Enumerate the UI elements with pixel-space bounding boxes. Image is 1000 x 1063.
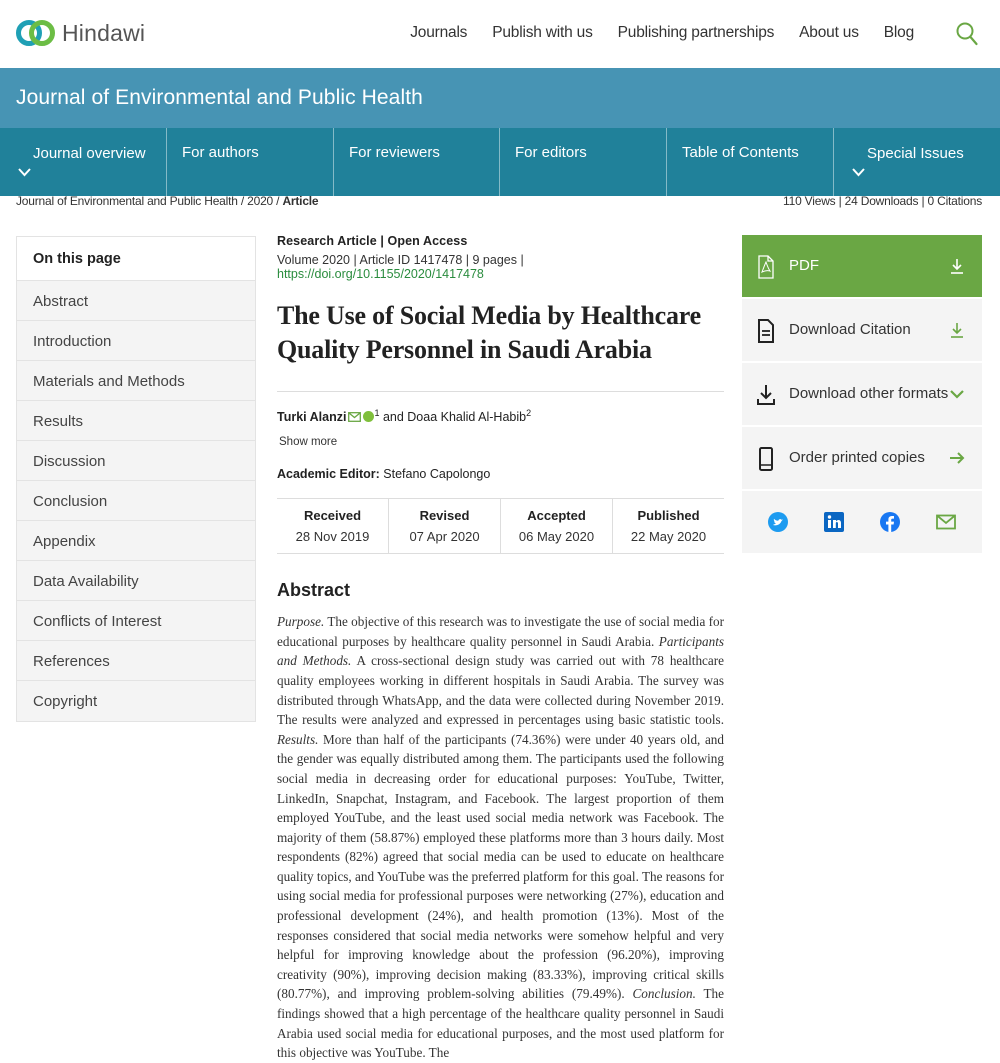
on-this-page-sidebar [16,236,256,722]
order-printed-copies-button[interactable] [742,427,982,490]
article-metrics: 110 Views | 24 Downloads | 0 Citations [783,194,982,208]
linkedin-icon[interactable] [823,511,845,533]
abstract-label: Results. [277,731,319,747]
search-icon[interactable] [956,22,978,46]
facebook-icon[interactable] [879,511,901,533]
arrow-right-icon [948,449,966,467]
breadcrumb [16,194,318,208]
author-name[interactable]: and Doaa Khalid Al-Habib [379,410,527,425]
order-printed-copies-label: Order printed copies [789,449,925,466]
pdf-button[interactable] [742,235,982,298]
date-accepted [501,499,613,553]
editor-name: Stefano Capolongo [379,467,491,482]
date-value: 07 Apr 2020 [409,529,480,545]
sidebar-item-conflicts-of-interest[interactable]: Conflicts of Interest [17,601,255,641]
share-bar [742,491,982,553]
chevron-down-icon [852,168,865,177]
author-affiliation: 2 [526,408,532,418]
breadcrumb-separator: / [273,194,283,208]
date-revised [389,499,501,553]
article-actions [742,235,982,553]
download-citation-label: Download Citation [789,321,911,338]
tab-label: For reviewers [349,144,440,161]
date-label: Accepted [527,508,586,524]
brand-name: Hindawi [62,19,146,46]
editor-label: Academic Editor: [277,467,380,482]
download-icon [948,257,966,275]
journal-band [0,68,1000,128]
download-icon [948,321,966,339]
date-value: 22 May 2020 [630,529,707,545]
sidebar-item-conclusion[interactable]: Conclusion [17,481,255,521]
abstract-heading: Abstract [277,580,351,601]
academic-editor [277,467,724,481]
nav-about-us[interactable]: About us [799,24,859,41]
email-share-icon[interactable] [935,511,957,533]
tab-for-authors[interactable] [167,128,334,196]
sidebar-item-copyright[interactable]: Copyright [33,693,98,710]
download-tray-icon [756,383,776,407]
breadcrumb-current: Article [282,194,319,208]
sidebar-item-discussion[interactable]: Discussion [17,441,255,481]
twitter-icon[interactable] [767,511,789,533]
pdf-label: PDF [789,257,819,274]
sidebar-item-data-availability[interactable]: Data Availability [17,561,255,601]
abstract-label: Conclusion. [632,986,696,1002]
date-received [277,499,389,553]
top-header [0,0,1000,68]
abstract-section: More than half of the participants (74.36%) were under 40 years old, and the gender was equally distributed among them. The participants used the following social media in decreasing order for educational purposes: YouTube, Twitter, LinkedIn, Snapchat, Instagram, and Facebook. The largest proportion of them employed YouTube, and the least used social media network was Facebook. The majority of them (58.87%) employed these platforms more than 3 hours daily. Most respondents (82%) agreed that social media can be used to educate on healthcare quality topics, and YouTube was the preferred platform for this goal. The reasons for using social media for professional purposes were networking (27%), education and professional development (24%), and health promotion (13%). Most of the responses considered that social media networks were somehow helpful and very helpful for improving knowledge about the profession (96.20%), improving creativity (90%), improving decision making (83.33%), improving critical skills (80.77%), and improving problem-solving abilities (79.49%). [277,731,724,1002]
show-more-link[interactable]: Show more [279,436,338,449]
sidebar-item-introduction[interactable]: Introduction [17,321,255,361]
date-value: 28 Nov 2019 [295,529,370,545]
nav-blog[interactable]: Blog [883,24,914,41]
date-label: Received [303,508,362,524]
tab-for-editors[interactable] [500,128,667,196]
date-label: Revised [419,508,470,524]
article-main [277,234,724,1063]
breadcrumb-journal[interactable]: Journal of Environmental and Public Health [16,194,238,208]
tab-journal-overview[interactable] [0,128,167,196]
tab-for-reviewers[interactable] [334,128,500,196]
nav-publish-with-us[interactable]: Publish with us [492,24,593,41]
tab-label: For editors [515,144,587,161]
hindawi-logo[interactable] [16,14,145,52]
sidebar-item-abstract[interactable]: Abstract [17,281,255,321]
breadcrumb-separator: / [237,194,248,208]
nav-publishing-partnerships[interactable]: Publishing partnerships [617,24,775,41]
orcid-icon[interactable] [363,411,374,422]
sidebar-item-results[interactable]: Results [17,401,255,441]
journal-title[interactable]: Journal of Environmental and Public Health [16,86,423,109]
article-title: The Use of Social Media by Healthcare Quality Personnel in Saudi Arabia [277,301,701,364]
breadcrumb-year[interactable]: 2020 [247,194,274,208]
tab-label: Journal overview [33,145,146,162]
sidebar-item-references[interactable]: References [17,641,255,681]
author-affiliation: 1 [374,408,380,418]
sidebar-heading: On this page [17,237,255,281]
author-name[interactable]: Turki Alanzi [277,410,347,425]
article-dates [277,498,724,554]
article-volume-info: Volume 2020 | Article ID 1417478 | 9 pages | [277,253,524,267]
download-other-formats-label: Download other formats [789,385,949,402]
article-type: Research Article | Open Access [277,234,468,248]
download-citation-button[interactable] [742,299,982,362]
tab-label: Special Issues [867,145,964,162]
email-icon[interactable] [348,412,361,422]
abstract-text [277,612,724,1063]
download-other-formats-button[interactable] [742,363,982,426]
pdf-file-icon [756,255,776,279]
chevron-down-icon [948,385,966,403]
journal-nav [0,128,1000,196]
phone-book-icon [756,447,776,471]
abstract-label: Participants and Methods. [277,633,724,669]
date-value: 06 May 2020 [518,529,595,545]
abstract-section: A cross-sectional design study was carried out with 78 healthcare quality employees working in different hospitals in Saudi Arabia. The survey was distributed through WhatsApp, and the data were collected during November 2019. The results were analyzed and expressed in percentages using basic statistic tools. [277,653,724,728]
date-published [613,499,724,553]
date-label: Published [637,508,700,524]
article-meta [277,253,724,281]
tab-label: For authors [182,144,259,161]
tab-table-of-contents[interactable] [667,128,834,196]
tab-label: Table of Contents [682,144,799,161]
divider [277,391,724,392]
sidebar-item-appendix[interactable]: Appendix [17,521,255,561]
hindawi-logo-icon [16,14,58,52]
document-icon [756,319,776,343]
tab-special-issues[interactable] [834,128,1000,196]
abstract-section: The objective of this research was to investigate the use of social media for educational purposes by healthcare quality personnel in Saudi Arabia. [277,614,724,649]
abstract-label: Purpose. [277,614,325,630]
chevron-down-icon [18,168,31,177]
sidebar-item-materials-and-methods[interactable]: Materials and Methods [17,361,255,401]
nav-journals[interactable]: Journals [410,24,468,41]
top-nav [385,24,914,42]
abstract-section: The findings showed that a high percentage of the healthcare quality personnel in Saudi Arabia used social media for educational purposes, and the most used platform for this objective was YouTube. The [277,986,725,1061]
author-list [277,408,724,424]
doi-link[interactable]: https://doi.org/10.1155/2020/1417478 [277,267,484,281]
